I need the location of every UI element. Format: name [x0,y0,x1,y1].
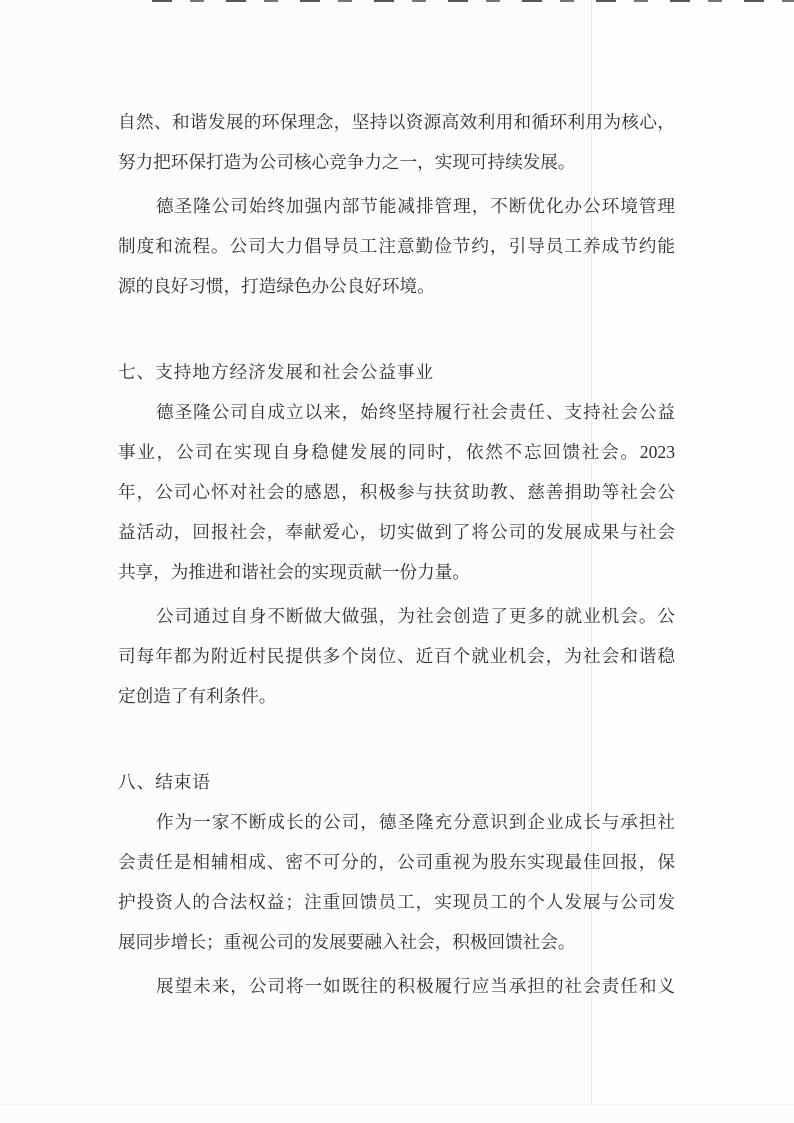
paragraph [118,102,675,182]
paragraph [118,802,675,962]
text-line: 自然、和谐发展的环保理念，坚持以资源高效利用和循环利用为核心， [118,112,675,132]
text-line: 会责任是相辅相成、密不可分的，公司重视为股东实现最佳回报，保 [118,852,675,872]
text-line: 事业，公司在实现自身稳健发展的同时，依然不忘回馈社会。2023 [118,442,675,462]
text-line: 公司通过自身不断做大做强，为社会创造了更多的就业机会。公 [156,606,675,626]
text-line: 努力把环保打造为公司核心竞争力之一，实现可持续发展。 [118,152,576,172]
text-line: 司每年都为附近村民提供多个岗位、近百个就业机会，为社会和谐稳 [118,646,675,666]
paragraph [118,392,675,592]
text-line: 护投资人的合法权益；注重回馈员工，实现员工的个人发展与公司发 [118,892,675,912]
scan-bottom-edge [0,1104,794,1123]
text-line: 共享，为推进和谐社会的实现贡献一份力量。 [118,562,470,582]
text-line: 德圣隆公司始终加强内部节能减排管理，不断优化办公环境管理 [156,196,675,216]
paragraph [118,186,675,306]
text-line: 展同步增长；重视公司的发展要融入社会，积极回馈社会。 [118,932,576,952]
text-line: 作为一家不断成长的公司，德圣隆充分意识到企业成长与承担社 [156,812,675,832]
text-line: 德圣隆公司自成立以来，始终坚持履行社会责任、支持社会公益 [156,402,675,422]
scan-top-edge-marks [152,0,794,2]
paragraph [118,596,675,716]
section-heading: 七、支持地方经济发展和社会公益事业 [118,362,435,382]
text-line: 年，公司心怀对社会的感恩，积极参与扶贫助教、慈善捐助等社会公 [118,482,675,502]
text-line: 定创造了有利条件。 [118,686,277,706]
document-content [118,102,675,1006]
text-line: 源的良好习惯，打造绿色办公良好环境。 [118,276,435,296]
text-line: 益活动，回报社会，奉献爱心，切实做到了将公司的发展成果与社会 [118,522,675,542]
text-line: 展望未来，公司将一如既往的积极履行应当承担的社会责任和义 [156,976,675,996]
text-line: 制度和流程。公司大力倡导员工注意勤俭节约，引导员工养成节约能 [118,236,675,256]
paragraph [118,966,675,1006]
section-heading: 八、结束语 [118,772,211,792]
